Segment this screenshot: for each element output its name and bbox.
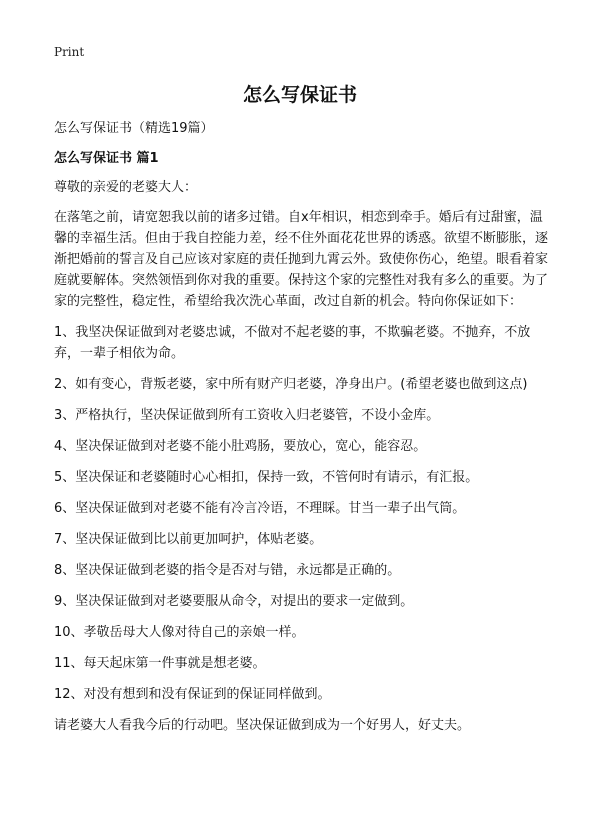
pledge-item: 11、每天起床第一件事就是想老婆。 xyxy=(54,656,266,671)
pledge-item: 10、孝敬岳母大人像对待自己的亲娘一样。 xyxy=(54,625,305,640)
pledge-item: 2、如有变心，背叛老婆，家中所有财产归老婆，净身出户。(希望老婆也做到这点) xyxy=(54,377,528,392)
salutation: 尊敬的亲爱的老婆大人： xyxy=(54,180,198,195)
page-title: 怎么写保证书 xyxy=(242,84,357,106)
document-body xyxy=(54,118,548,736)
pledge-item: 7、坚决保证做到比以前更加呵护，体贴老婆。 xyxy=(54,532,323,547)
pledge-item: 6、坚决保证做到对老婆不能有冷言冷语，不理睬。甘当一辈子出气筒。 xyxy=(54,501,466,516)
section-heading: 怎么写保证书 篇1 xyxy=(54,151,159,166)
pledge-item: 4、坚决保证做到对老婆不能小肚鸡肠，要放心，宽心，能容忍。 xyxy=(54,439,427,454)
pledge-item: 9、坚决保证做到对老婆要服从命令，对提出的要求一定做到。 xyxy=(54,594,414,609)
closing-paragraph: 请老婆大人看我今后的行动吧。坚决保证做到成为一个好男人，好丈夫。 xyxy=(54,718,471,733)
pledge-item: 1、我坚决保证做到对老婆忠诚，不做对不起老婆的事，不欺骗老婆。不抛弃，不放弃，一辈子相依为命。 xyxy=(54,325,531,361)
pledge-item: 5、坚决保证和老婆随时心心相扣，保持一致，不管何时有请示，有汇报。 xyxy=(54,470,479,485)
pledge-item: 3、严格执行，坚决保证做到所有工资收入归老婆管，不设小金库。 xyxy=(54,408,440,423)
print-link[interactable]: Print xyxy=(54,45,85,59)
intro-paragraph: 在落笔之前，请宽恕我以前的诸多过错。自x年相识，相恋到牵手。婚后有过甜蜜，温馨的幸福生活。但由于我自控能力差，经不住外面花花世界的诱惑。欲望不断膨胀，逐渐把婚前的誓言及自己应该对家庭的责任抛到九霄云外。致使你伤心，绝望。眼看着家庭就要解体。突然领悟到你对我的重要。保持这个家的完整性对我有多么的重要。为了家的完整性，稳定性，希望给我次洗心革面，改过自新的机会。特向你保证如下： xyxy=(54,210,549,309)
document-subtitle: 怎么写保证书（精选19篇） xyxy=(54,121,214,136)
pledge-item: 8、坚决保证做到老婆的指令是否对与错，永远都是正确的。 xyxy=(54,563,401,578)
pledge-item: 12、对没有想到和没有保证到的保证同样做到。 xyxy=(54,687,331,702)
